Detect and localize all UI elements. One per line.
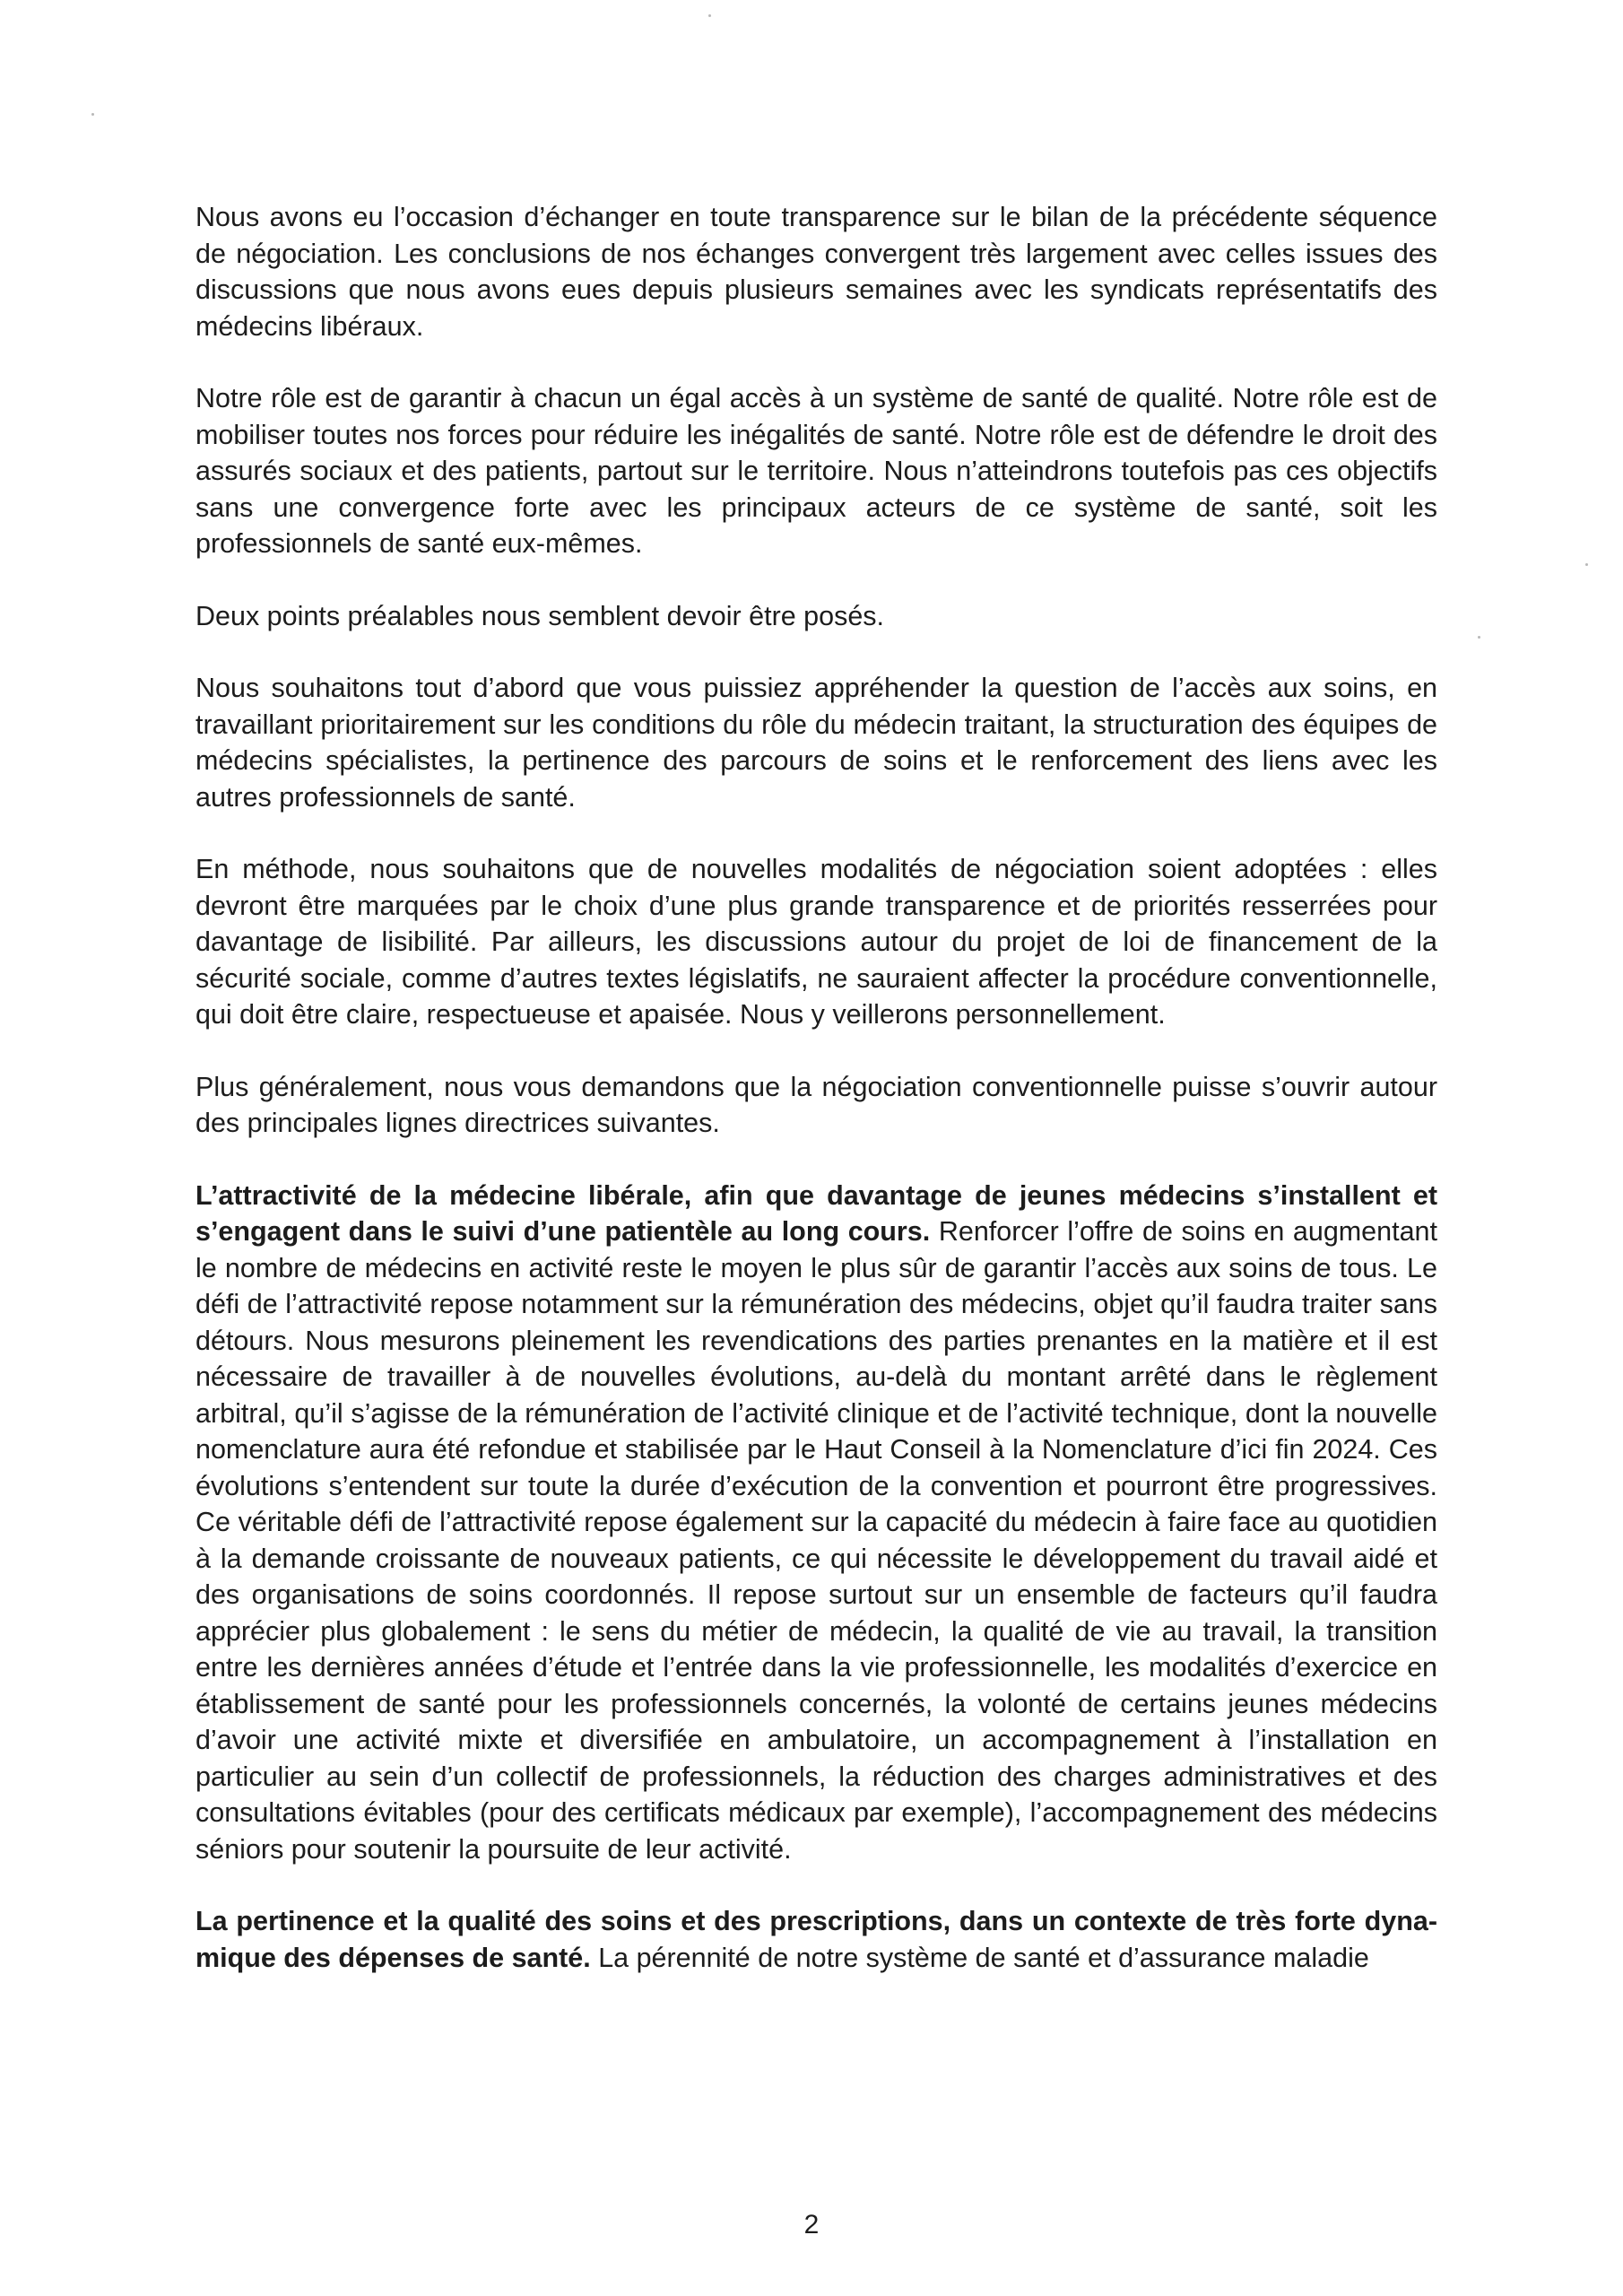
scan-speck	[708, 14, 711, 17]
body-text	[195, 199, 1437, 2012]
scan-speck	[91, 113, 94, 116]
paragraph-text: Plus généralement, nous vous demandons que la négociation conventionnelle puisse s’ouvrir autour des principales lignes directrices suivantes.	[195, 1071, 1437, 1138]
scan-speck	[1585, 563, 1588, 566]
paragraph-notre-role	[195, 380, 1437, 562]
paragraph-lead-bold: La pertinence et la qualité des soins et des prescriptions, dans un contexte de très forte dynamique des dépenses de santé.	[195, 1906, 1437, 1973]
paragraph-pertinence	[195, 1903, 1437, 1976]
paragraph-text: Notre rôle est de garantir à chacun un égal accès à un système de santé de qualité. Notre rôle est de mobiliser toutes nos forces pour réduire les inégalités de santé. Notre rôle est de défendre le droit des assurés sociaux et des patients, partout sur le territoire. Nous n’atteindrons toutefois pas ces objectifs sans une convergence forte avec les principaux acteurs de ce système de santé, soit les professionnels de santé eux-mêmes.	[195, 383, 1437, 559]
paragraph-methode	[195, 851, 1437, 1033]
paragraph-acces-soins	[195, 670, 1437, 815]
page-number: 2	[803, 2210, 820, 2239]
paragraph-lignes-directrices	[195, 1069, 1437, 1142]
scan-speck	[1478, 636, 1480, 639]
paragraph-text: Nous souhaitons tout d’abord que vous puissiez appréhender la question de l’accès aux soins, en travaillant prioritairement sur les conditions du rôle du médecin traitant, la structuration des équipes de médecins spécialistes, la pertinence des parcours de soins et le renforcement des liens avec les autres professionnels de santé.	[195, 673, 1437, 813]
paragraph-bilan-negociation	[195, 199, 1437, 344]
paragraph-text: En méthode, nous souhaitons que de nouvelles modalités de négociation soient adoptées : elles devront être marquées par le choix d’une plus grande transparence et de priorités resserrées pour davantage de lisibilité. Par ailleurs, les discussions autour du projet de loi de financement de la sécurité sociale, comme d’autres textes législatifs, ne sauraient affecter la procédure conventionnelle, qui doit être claire, respectueuse et apaisée. Nous y veillerons personnellement.	[195, 854, 1437, 1030]
paragraph-text: Renforcer l’offre de soins en augmentant le nombre de médecins en activité reste le moyen le plus sûr de garantir l’accès aux soins de tous. Le défi de l’attractivité repose notamment sur la rémunération des médecins, objet qu’il faudra traiter sans détours. Nous mesurons pleinement les revendications des parties prenantes en la matière et il est nécessaire de travailler à de nouvelles évolutions, au-delà du montant arrêté dans le règlement arbitral, qu’il s’agisse de la rémunération de l’activité clinique et de l’activité technique, dont la nouvelle nomenclature aura été refondue et stabilisée par le Haut Conseil à la Nomenclature d’ici fin 2024. Ces évolutions s’entendent sur toute la durée d’exécution de la convention et pourront être progressives. Ce véritable défi de l’attractivité repose également sur la capacité du médecin à faire face au quotidien à la demande croissante de nouveaux patients, ce qui nécessite le développement du travail aidé et des organisations de soins coordonnés. Il repose surtout sur un ensemble de facteurs qu’il faudra apprécier plus globalement : le sens du métier de médecin, la qualité de vie au travail, la transition entre les dernières années d’étude et l’entrée dans la vie professionnelle, les modalités d’exercice en établissement de santé pour les professionnels concernés, la volonté de certains jeunes médecins d’avoir une activité mixte et diversifiée en ambulatoire, un accompagnement à l’installation en particulier au sein d’un collectif de professionnels, la réduction des charges administratives et des consultations évitables (pour des certificats médicaux par exemple), l’accompagnement des médecins séniors pour soutenir la poursuite de leur activité.	[195, 1216, 1437, 1865]
paragraph-text: Deux points préalables nous semblent devoir être posés.	[195, 600, 885, 631]
paragraph-text: Nous avons eu l’occasion d’échanger en toute transparence sur le bilan de la précédente séquence de négociation. Les conclusions de nos échanges convergent très largement avec celles issues des discussions que nous avons eues depuis plusieurs semaines avec les syndicats représentatifs des médecins libéraux.	[195, 202, 1437, 342]
paragraph-deux-points	[195, 598, 1437, 635]
paragraph-attractivite	[195, 1178, 1437, 1868]
paragraph-text: La pérennité de notre système de santé et d’assurance maladie	[590, 1942, 1369, 1973]
paragraph-lead-bold: L’attractivité de la médecine libérale, afin que davantage de jeunes médecins s’installent et s’engagent dans le suivi d’une patientèle au long cours.	[195, 1179, 1437, 1247]
